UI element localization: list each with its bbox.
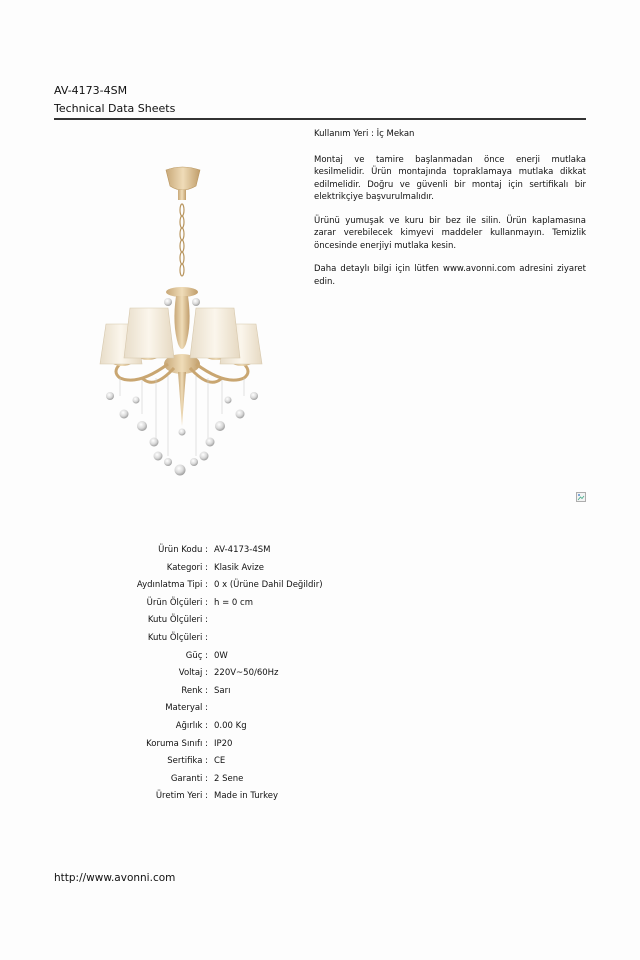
spec-row [0,651,640,668]
spec-label: Ürün Ölçüleri : [146,597,208,608]
spec-label: Garanti : [170,773,208,784]
spec-label: Güç : [185,650,208,661]
spec-value: h = 0 cm [214,597,253,608]
spec-value: 220V~50/60Hz [214,668,279,679]
spec-label: Renk : [181,685,208,696]
spec-label: Sertifika : [167,756,208,767]
website-link[interactable]: http://www.avonni.com [54,872,176,884]
header-divider [54,118,586,120]
spec-value: 0W [214,650,228,661]
spec-label: Voltaj : [178,668,208,679]
spec-label: Ağırlık : [175,721,208,731]
spec-label: Üretim Yeri : [155,791,208,802]
chandelier-image [98,164,266,478]
spec-row [0,580,640,597]
spec-value: 0.00 Kg [214,721,247,731]
usage-location: Kullanım Yeri : İç Mekan [314,129,415,139]
broken-image-icon [576,492,586,502]
spec-label: Materyal : [165,703,208,714]
spec-row [0,686,640,703]
spec-value: AV-4173-4SM [214,545,271,555]
spec-value: Klasik Avize [214,562,264,573]
spec-value: Sarı [214,685,231,696]
spec-label: Ürün Kodu : [158,545,208,555]
spec-label: Kutu Ölçüleri : [147,615,208,626]
spec-row [0,721,640,738]
spec-row [0,598,640,615]
spec-row [0,615,640,632]
spec-value: IP20 [214,738,233,749]
spec-row [0,545,640,562]
info-section [314,128,586,299]
safety-paragraph: Montaj ve tamire başlanmadan önce enerji mutlaka kesilmelidir. Ürün montajında topraklamaya mutlaka dikkat edilmelidir. Doğru ve güvenli bir montaj için sertifikalı bir elektrikçiye başvurulmalıdır. [314,154,586,202]
spec-row [0,739,640,756]
spec-row [0,774,640,791]
spec-row [0,756,640,773]
website-paragraph: Daha detaylı bilgi için lütfen www.avonni.com adresini ziyaret edin. [314,264,586,287]
cleaning-paragraph: Ürünü yumuşak ve kuru bir bez ile silin. Ürün kaplamasına zarar verebilecek kimyevi maddeler kullanmayın. Temizlik öncesinde enerjiyi mutlaka kesin. [314,215,586,251]
spec-label: Aydınlatma Tipi : [136,580,208,591]
spec-value: Made in Turkey [214,791,278,802]
spec-row [0,703,640,720]
spec-label: Koruma Sınıfı : [146,738,208,749]
spec-label: Kategori : [166,562,208,573]
spec-label: Kutu Ölçüleri : [147,633,208,643]
product-code-title: AV-4173-4SM [54,84,128,97]
spec-row [0,633,640,650]
spec-row [0,791,640,808]
document-subtitle: Technical Data Sheets [54,102,176,115]
spec-row [0,668,640,685]
spec-row [0,563,640,580]
spec-value: 2 Sene [214,773,244,784]
spec-value: CE [214,756,226,767]
spec-value: 0 x (Ürüne Dahil Değildir) [214,580,323,591]
